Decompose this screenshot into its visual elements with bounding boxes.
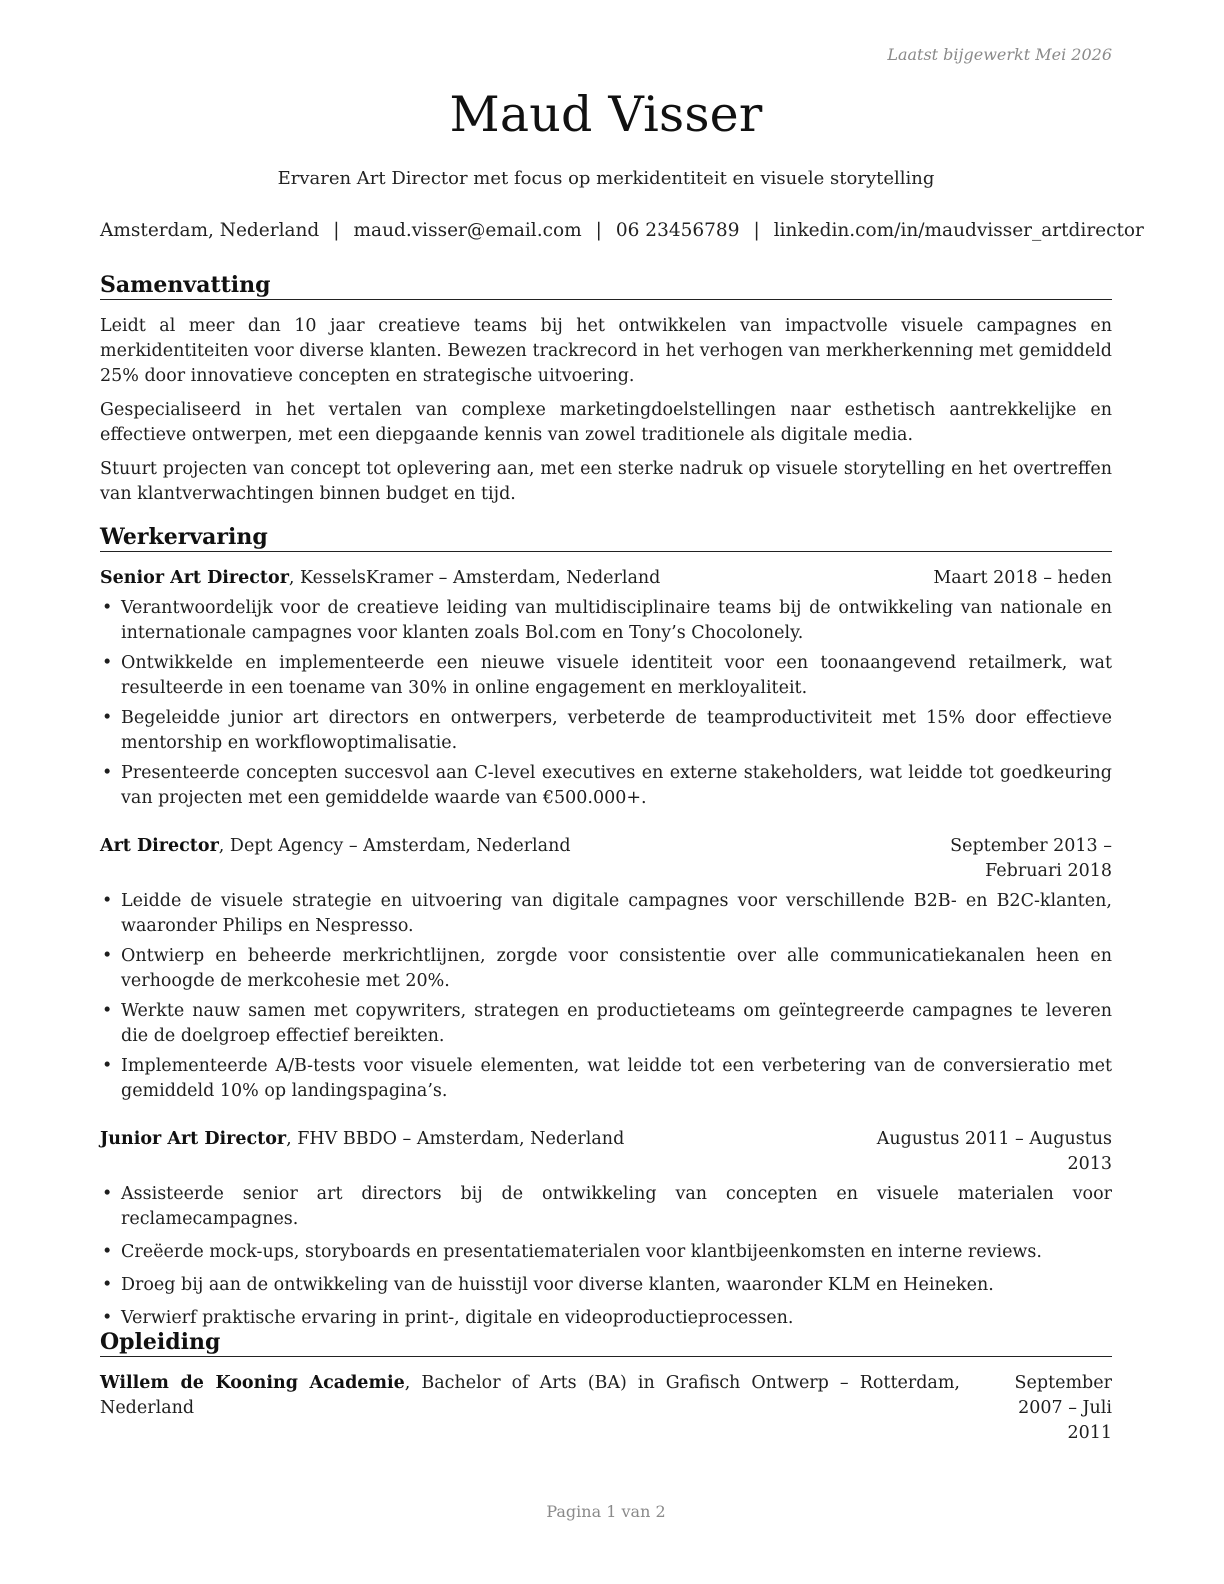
candidate-name: Maud Visser: [449, 86, 763, 143]
education-title-line: [100, 1371, 960, 1421]
education-dates: September 2007 – Juli 2011: [1014, 1373, 1112, 1443]
job-title-line: [100, 834, 571, 859]
section-title-experience: Werkervaring: [100, 524, 1112, 552]
summary-paragraph: Leidt al meer dan 10 jaar creatieve teams bij het ontwikkelen van impactvolle visuele campagnes en merkidentiteiten voor diverse klanten. Bewezen trackrecord in het verhogen van merkherkenning met gemiddeld 25% door innovatieve concepten en strategische uitvoering.: [100, 316, 1112, 386]
list-item: • Verantwoordelijk voor de creatieve leiding van multidisciplinaire teams bij de ontwikkeling van nationale en internationale campagnes voor klanten zoals Bol.com en Tony’s Chocolonely.: [100, 596, 1112, 646]
summary-paragraph: Gespecialiseerd in het vertalen van complexe marketingdoelstellingen naar esthetisch aantrekkelijke en effectieve ontwerpen, met een diepgaande kennis van zowel traditionele als digitale media.: [100, 400, 1112, 445]
candidate-tagline: Ervaren Art Director met focus op merkidentiteit en visuele storytelling: [277, 168, 935, 189]
summary-paragraph: Stuurt projecten van concept tot oplevering aan, met een sterke nadruk op visuele storytelling en het overtreffen van klantverwachtingen binnen budget en tijd.: [100, 459, 1112, 504]
list-item: • Implementeerde A/B-tests voor visuele elementen, wat leidde tot een verbetering van de conversieratio met gemiddeld 10% op landingspagina’s.: [100, 1054, 1112, 1104]
education-degree: , Bachelor of Arts (BA) in Grafisch Ontwerp – Rotterdam, Nederland: [100, 1373, 960, 1418]
list-item: • Ontwierp en beheerde merkrichtlijnen, zorgde voor consistentie over alle communicatiekanalen heen en verhoogde de merkcohesie met 20%.: [100, 944, 1112, 994]
job-role: Junior Art Director: [100, 1129, 287, 1149]
contact-separator: |: [753, 220, 760, 241]
section-title-education: Opleiding: [100, 1329, 1112, 1357]
contact-separator: |: [333, 220, 340, 241]
job-title-line: [100, 566, 660, 591]
job-dates: September 2013 – Februari 2018: [950, 836, 1112, 881]
list-item: • Verwierf praktische ervaring in print-, digitale en videoproductieprocessen.: [100, 1306, 1112, 1331]
job-header: [100, 566, 1112, 591]
section-title-summary: Samenvatting: [100, 272, 1112, 300]
job-bullet-list: [100, 889, 1112, 1104]
education-school: Willem de Kooning Academie: [100, 1373, 405, 1393]
contact-email[interactable]: maud.visser@email.com: [353, 220, 582, 241]
job-title-line: [100, 1127, 624, 1152]
last-updated-note: Laatst bijgewerkt Mei 2026: [887, 45, 1112, 64]
job-header: [100, 834, 1112, 884]
list-item: • Assisteerde senior art directors bij de ontwikkeling van concepten en visuele materialen voor reclamecampagnes.: [100, 1182, 1112, 1232]
job-role: Art Director: [100, 836, 219, 856]
list-item: • Werkte nauw samen met copywriters, strategen en productieteams om geïntegreerde campagnes te leveren die de doelgroep effectief bereikten.: [100, 999, 1112, 1049]
contact-separator: |: [595, 220, 602, 241]
list-item: • Ontwikkelde en implementeerde een nieuwe visuele identiteit voor een toonaangevend retailmerk, wat resulteerde in een toename van 30% in online engagement en merkloyaliteit.: [100, 651, 1112, 701]
job-organization: , Dept Agency – Amsterdam, Nederland: [218, 836, 571, 856]
list-item: • Creëerde mock-ups, storyboards en presentatiematerialen voor klantbijeenkomsten en interne reviews.: [100, 1240, 1112, 1265]
list-item: • Leidde de visuele strategie en uitvoering van digitale campagnes voor verschillende B2B- en B2C-klanten, waaronder Philips en Nespresso.: [100, 889, 1112, 939]
job-dates: Augustus 2011 – Augustus 2013: [876, 1129, 1112, 1174]
contact-phone[interactable]: 06 23456789: [615, 220, 740, 241]
education-entry: [100, 1371, 1112, 1443]
job-bullet-list: [100, 596, 1112, 811]
job-organization: , FHV BBDO – Amsterdam, Nederland: [286, 1129, 625, 1149]
job-organization: , KesselsKramer – Amsterdam, Nederland: [288, 568, 661, 588]
resume-page: [100, 0, 1144, 1584]
list-item: • Presenteerde concepten succesvol aan C-level executives en externe stakeholders, wat leidde tot goedkeuring van projecten met een gemiddelde waarde van €500.000+.: [100, 761, 1112, 811]
contact-location: Amsterdam, Nederland: [100, 220, 320, 241]
contact-line: [100, 220, 1144, 241]
list-item: • Begeleidde junior art directors en ontwerpers, verbeterde de teamproductiviteit met 15% door effectieve mentorship en workflowoptimalisatie.: [100, 706, 1112, 756]
list-item: • Droeg bij aan de ontwikkeling van de huisstijl voor diverse klanten, waaronder KLM en Heineken.: [100, 1273, 1112, 1298]
job-header: [100, 1127, 1112, 1177]
page-number: Pagina 1 van 2: [546, 1502, 666, 1521]
job-role: Senior Art Director: [100, 568, 289, 588]
job-dates: Maart 2018 – heden: [933, 568, 1112, 588]
contact-linkedin[interactable]: linkedin.com/in/maudvisser_artdirector: [773, 220, 1144, 241]
job-bullet-list: [100, 1182, 1112, 1331]
